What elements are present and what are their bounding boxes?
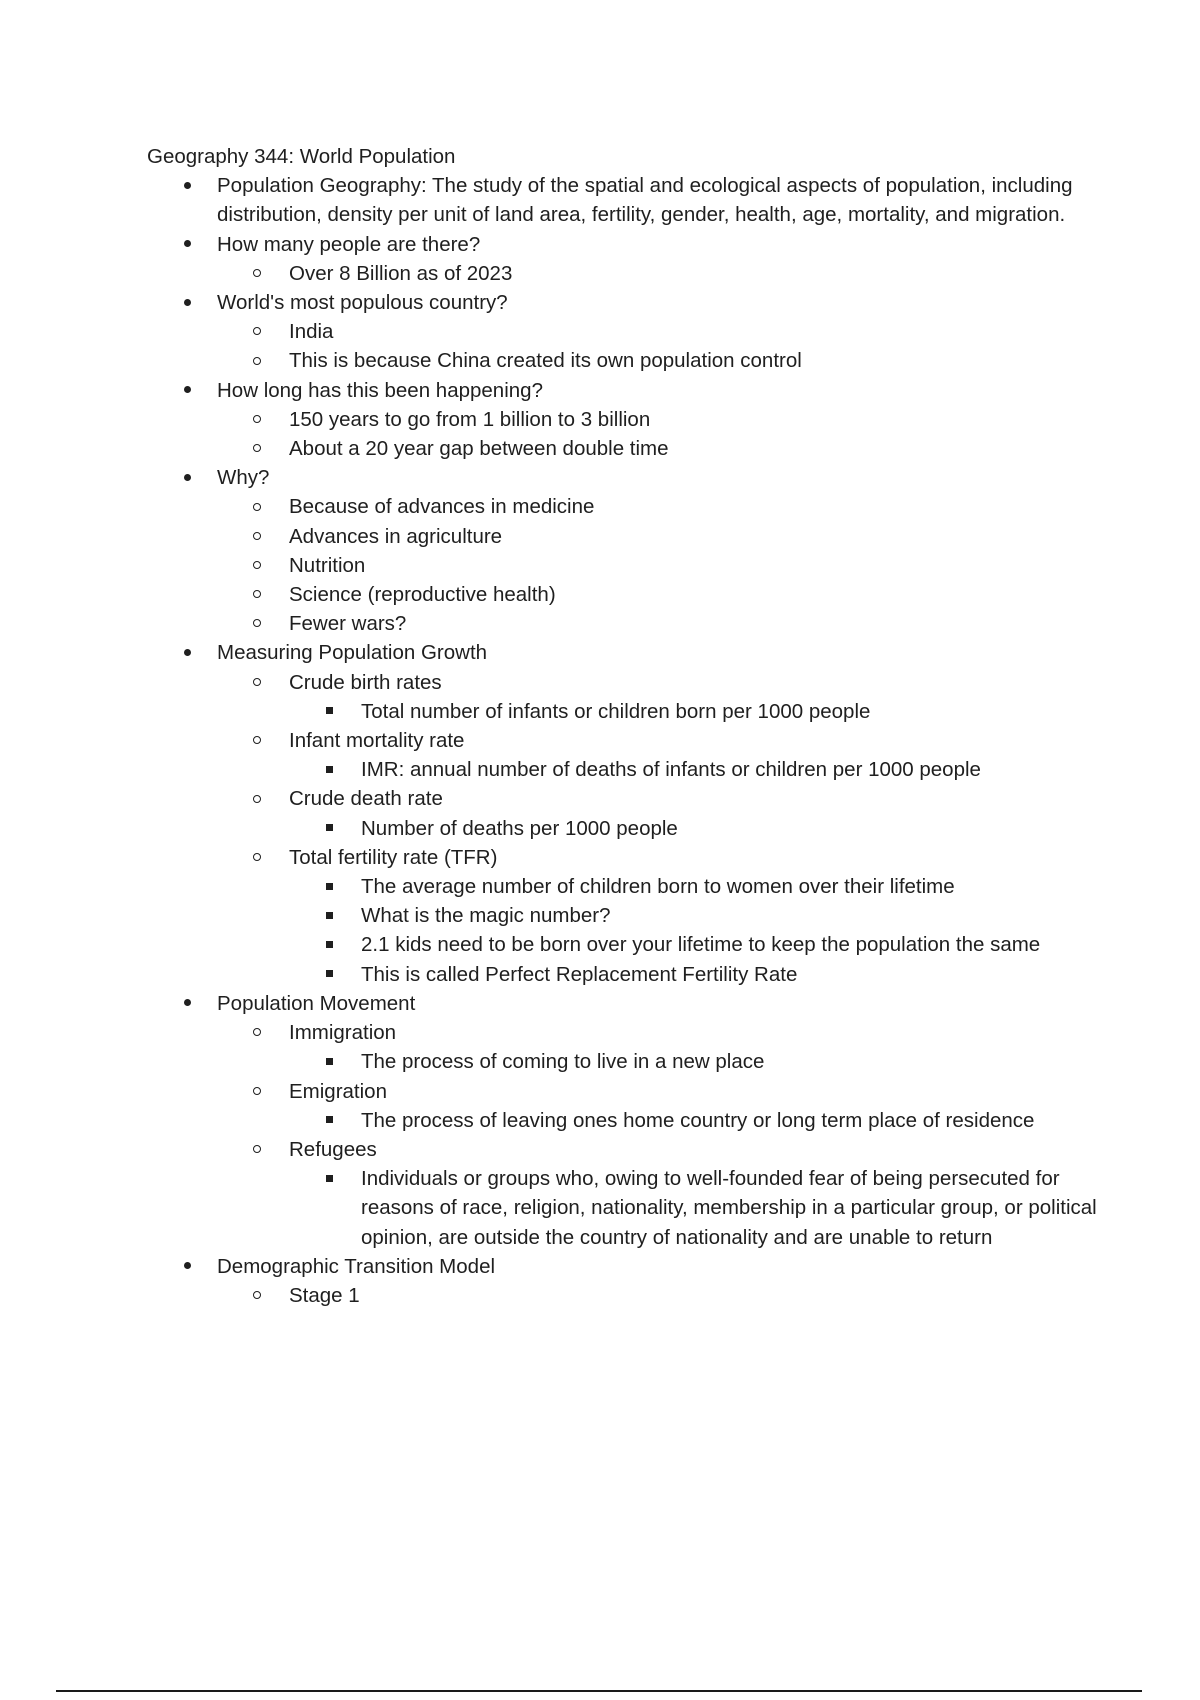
bullet-square-icon <box>319 697 339 726</box>
bullet-circle-icon <box>247 1281 267 1310</box>
bullet-circle-icon <box>247 609 267 638</box>
bullet-disc-icon <box>177 989 197 1018</box>
bullet-square-icon <box>319 901 339 930</box>
outline-item-level-3 <box>289 901 1097 930</box>
outline-item-level-2 <box>217 492 1097 521</box>
sub-list <box>217 259 1097 288</box>
outline-item-level-2 <box>217 259 1097 288</box>
outline-item-level-1 <box>147 376 1097 464</box>
outline-item-level-2 <box>217 1281 1097 1310</box>
outline-item-level-2 <box>217 405 1097 434</box>
outline-item-text: Population Movement <box>217 991 416 1015</box>
outline-item-text: 150 years to go from 1 billion to 3 billion <box>289 407 651 431</box>
sub-sub-list <box>289 1047 1097 1076</box>
sub-sub-list <box>289 755 1097 784</box>
outline-item-text: Measuring Population Growth <box>217 641 488 665</box>
outline-item-level-3 <box>289 697 1097 726</box>
outline-item-text: Total number of infants or children born per 1000 people <box>361 699 871 723</box>
outline-item-level-3 <box>289 930 1097 959</box>
outline-item-level-2 <box>217 551 1097 580</box>
sub-list <box>217 1281 1097 1310</box>
bullet-disc-icon <box>177 1252 197 1281</box>
document-title: Geography 344: World Population <box>147 145 456 168</box>
outline-item-level-2 <box>217 668 1097 726</box>
outline-item-level-1 <box>147 638 1097 988</box>
outline-item-level-3 <box>289 960 1097 989</box>
bullet-square-icon <box>319 1047 339 1076</box>
bullet-circle-icon <box>247 1135 267 1164</box>
outline-item-text: Nutrition <box>289 553 366 577</box>
outline-item-text: World's most populous country? <box>217 291 508 315</box>
outline-item-level-2 <box>217 784 1097 842</box>
outline-item-text: This is because China created its own population control <box>289 349 802 373</box>
bullet-circle-icon <box>247 522 267 551</box>
bullet-circle-icon <box>247 551 267 580</box>
outline-item-level-2 <box>217 1018 1097 1076</box>
outline-item-level-1 <box>147 1252 1097 1310</box>
outline-item-level-2 <box>217 1077 1097 1135</box>
outline-item-level-3 <box>289 1164 1097 1252</box>
sub-sub-list <box>289 872 1097 989</box>
bullet-circle-icon <box>247 784 267 813</box>
sub-sub-list <box>289 697 1097 726</box>
bullet-disc-icon <box>177 171 197 200</box>
bullet-circle-icon <box>247 405 267 434</box>
bullet-circle-icon <box>247 1018 267 1047</box>
outline-item-level-1 <box>147 989 1097 1252</box>
outline-item-level-3 <box>289 872 1097 901</box>
outline-item-text: Individuals or groups who, owing to well-founded fear of being persecuted for reasons of race, religion, nationality, membership in a particular group, or political opinion, are outside the country of nationality and are unable to return <box>361 1167 1097 1249</box>
outline-item-text: About a 20 year gap between double time <box>289 437 669 461</box>
sub-list <box>217 1018 1097 1252</box>
outline-item-text: How long has this been happening? <box>217 378 543 402</box>
bullet-square-icon <box>319 1106 339 1135</box>
outline-item-level-2 <box>217 317 1097 346</box>
outline-item-level-3 <box>289 755 1097 784</box>
outline-item-text: Advances in agriculture <box>289 524 503 548</box>
bullet-square-icon <box>319 930 339 959</box>
outline-item-text: Immigration <box>289 1021 397 1045</box>
outline-item-text: Stage 1 <box>289 1283 360 1307</box>
bullet-circle-icon <box>247 726 267 755</box>
outline-item-level-2 <box>217 580 1097 609</box>
bullet-circle-icon <box>247 668 267 697</box>
outline-item-level-3 <box>289 1106 1097 1135</box>
outline-item-level-2 <box>217 726 1097 784</box>
outline-item-level-2 <box>217 843 1097 989</box>
outline-item-level-1 <box>147 288 1097 376</box>
outline-item-text: Number of deaths per 1000 people <box>361 816 678 840</box>
bullet-circle-icon <box>247 434 267 463</box>
sub-list <box>217 668 1097 989</box>
outline-item-text: Over 8 Billion as of 2023 <box>289 261 513 285</box>
outline-item-text: Demographic Transition Model <box>217 1254 496 1278</box>
outline-item-text: The average number of children born to women over their lifetime <box>361 875 955 899</box>
sub-sub-list <box>289 1106 1097 1135</box>
outline-item-level-2 <box>217 1135 1097 1252</box>
sub-list <box>217 317 1097 375</box>
outline-item-text: Total fertility rate (TFR) <box>289 845 498 869</box>
outline-item-level-2 <box>217 522 1097 551</box>
outline-item-text: IMR: annual number of deaths of infants or children per 1000 people <box>361 758 981 782</box>
outline-item-level-1 <box>147 463 1097 638</box>
outline-item-level-2 <box>217 434 1097 463</box>
outline-item-text: Science (reproductive health) <box>289 583 556 607</box>
outline-item-text: This is called Perfect Replacement Fertility Rate <box>361 962 798 986</box>
bullet-circle-icon <box>247 580 267 609</box>
outline-item-text: Infant mortality rate <box>289 729 465 753</box>
outline-list <box>147 171 1097 1310</box>
bullet-disc-icon <box>177 230 197 259</box>
bullet-circle-icon <box>247 1077 267 1106</box>
bullet-circle-icon <box>247 317 267 346</box>
bullet-disc-icon <box>177 463 197 492</box>
sub-list <box>217 492 1097 638</box>
bullet-circle-icon <box>247 843 267 872</box>
outline-item-text: How many people are there? <box>217 232 481 256</box>
outline-item-text: The process of coming to live in a new place <box>361 1050 765 1074</box>
outline-item-level-1 <box>147 230 1097 288</box>
outline-item-text: India <box>289 320 334 344</box>
outline-item-text: Emigration <box>289 1079 387 1103</box>
sub-sub-list <box>289 814 1097 843</box>
bullet-circle-icon <box>247 259 267 288</box>
outline-item-text: Population Geography: The study of the spatial and ecological aspects of population, including distribution, density per unit of land area, fertility, gender, health, age, mortality, and migration. <box>217 174 1073 227</box>
sub-sub-list <box>289 1164 1097 1252</box>
outline-item-level-1 <box>147 171 1097 229</box>
outline-item-text: 2.1 kids need to be born over your lifetime to keep the population the same <box>361 933 1041 957</box>
outline-item-level-3 <box>289 1047 1097 1076</box>
outline-item-level-3 <box>289 814 1097 843</box>
outline-item-level-2 <box>217 346 1097 375</box>
bullet-circle-icon <box>247 346 267 375</box>
bullet-square-icon <box>319 814 339 843</box>
sub-list <box>217 405 1097 463</box>
bullet-disc-icon <box>177 288 197 317</box>
bullet-disc-icon <box>177 638 197 667</box>
outline-item-text: The process of leaving ones home country or long term place of residence <box>361 1108 1035 1132</box>
outline-item-text: Refugees <box>289 1137 377 1161</box>
outline-item-text: Why? <box>217 466 270 490</box>
outline-item-text: Crude death rate <box>289 787 443 811</box>
outline-item-text: Because of advances in medicine <box>289 495 595 519</box>
outline-item-level-2 <box>217 609 1097 638</box>
bullet-square-icon <box>319 960 339 989</box>
outline-item-text: Fewer wars? <box>289 612 407 636</box>
outline-item-text: What is the magic number? <box>361 904 611 928</box>
bullet-circle-icon <box>247 492 267 521</box>
bullet-square-icon <box>319 1164 339 1193</box>
outline-item-text: Crude birth rates <box>289 670 442 694</box>
bullet-square-icon <box>319 755 339 784</box>
bullet-square-icon <box>319 872 339 901</box>
document-body <box>147 142 1097 1310</box>
bullet-disc-icon <box>177 376 197 405</box>
page-bottom-rule <box>56 1690 1142 1692</box>
